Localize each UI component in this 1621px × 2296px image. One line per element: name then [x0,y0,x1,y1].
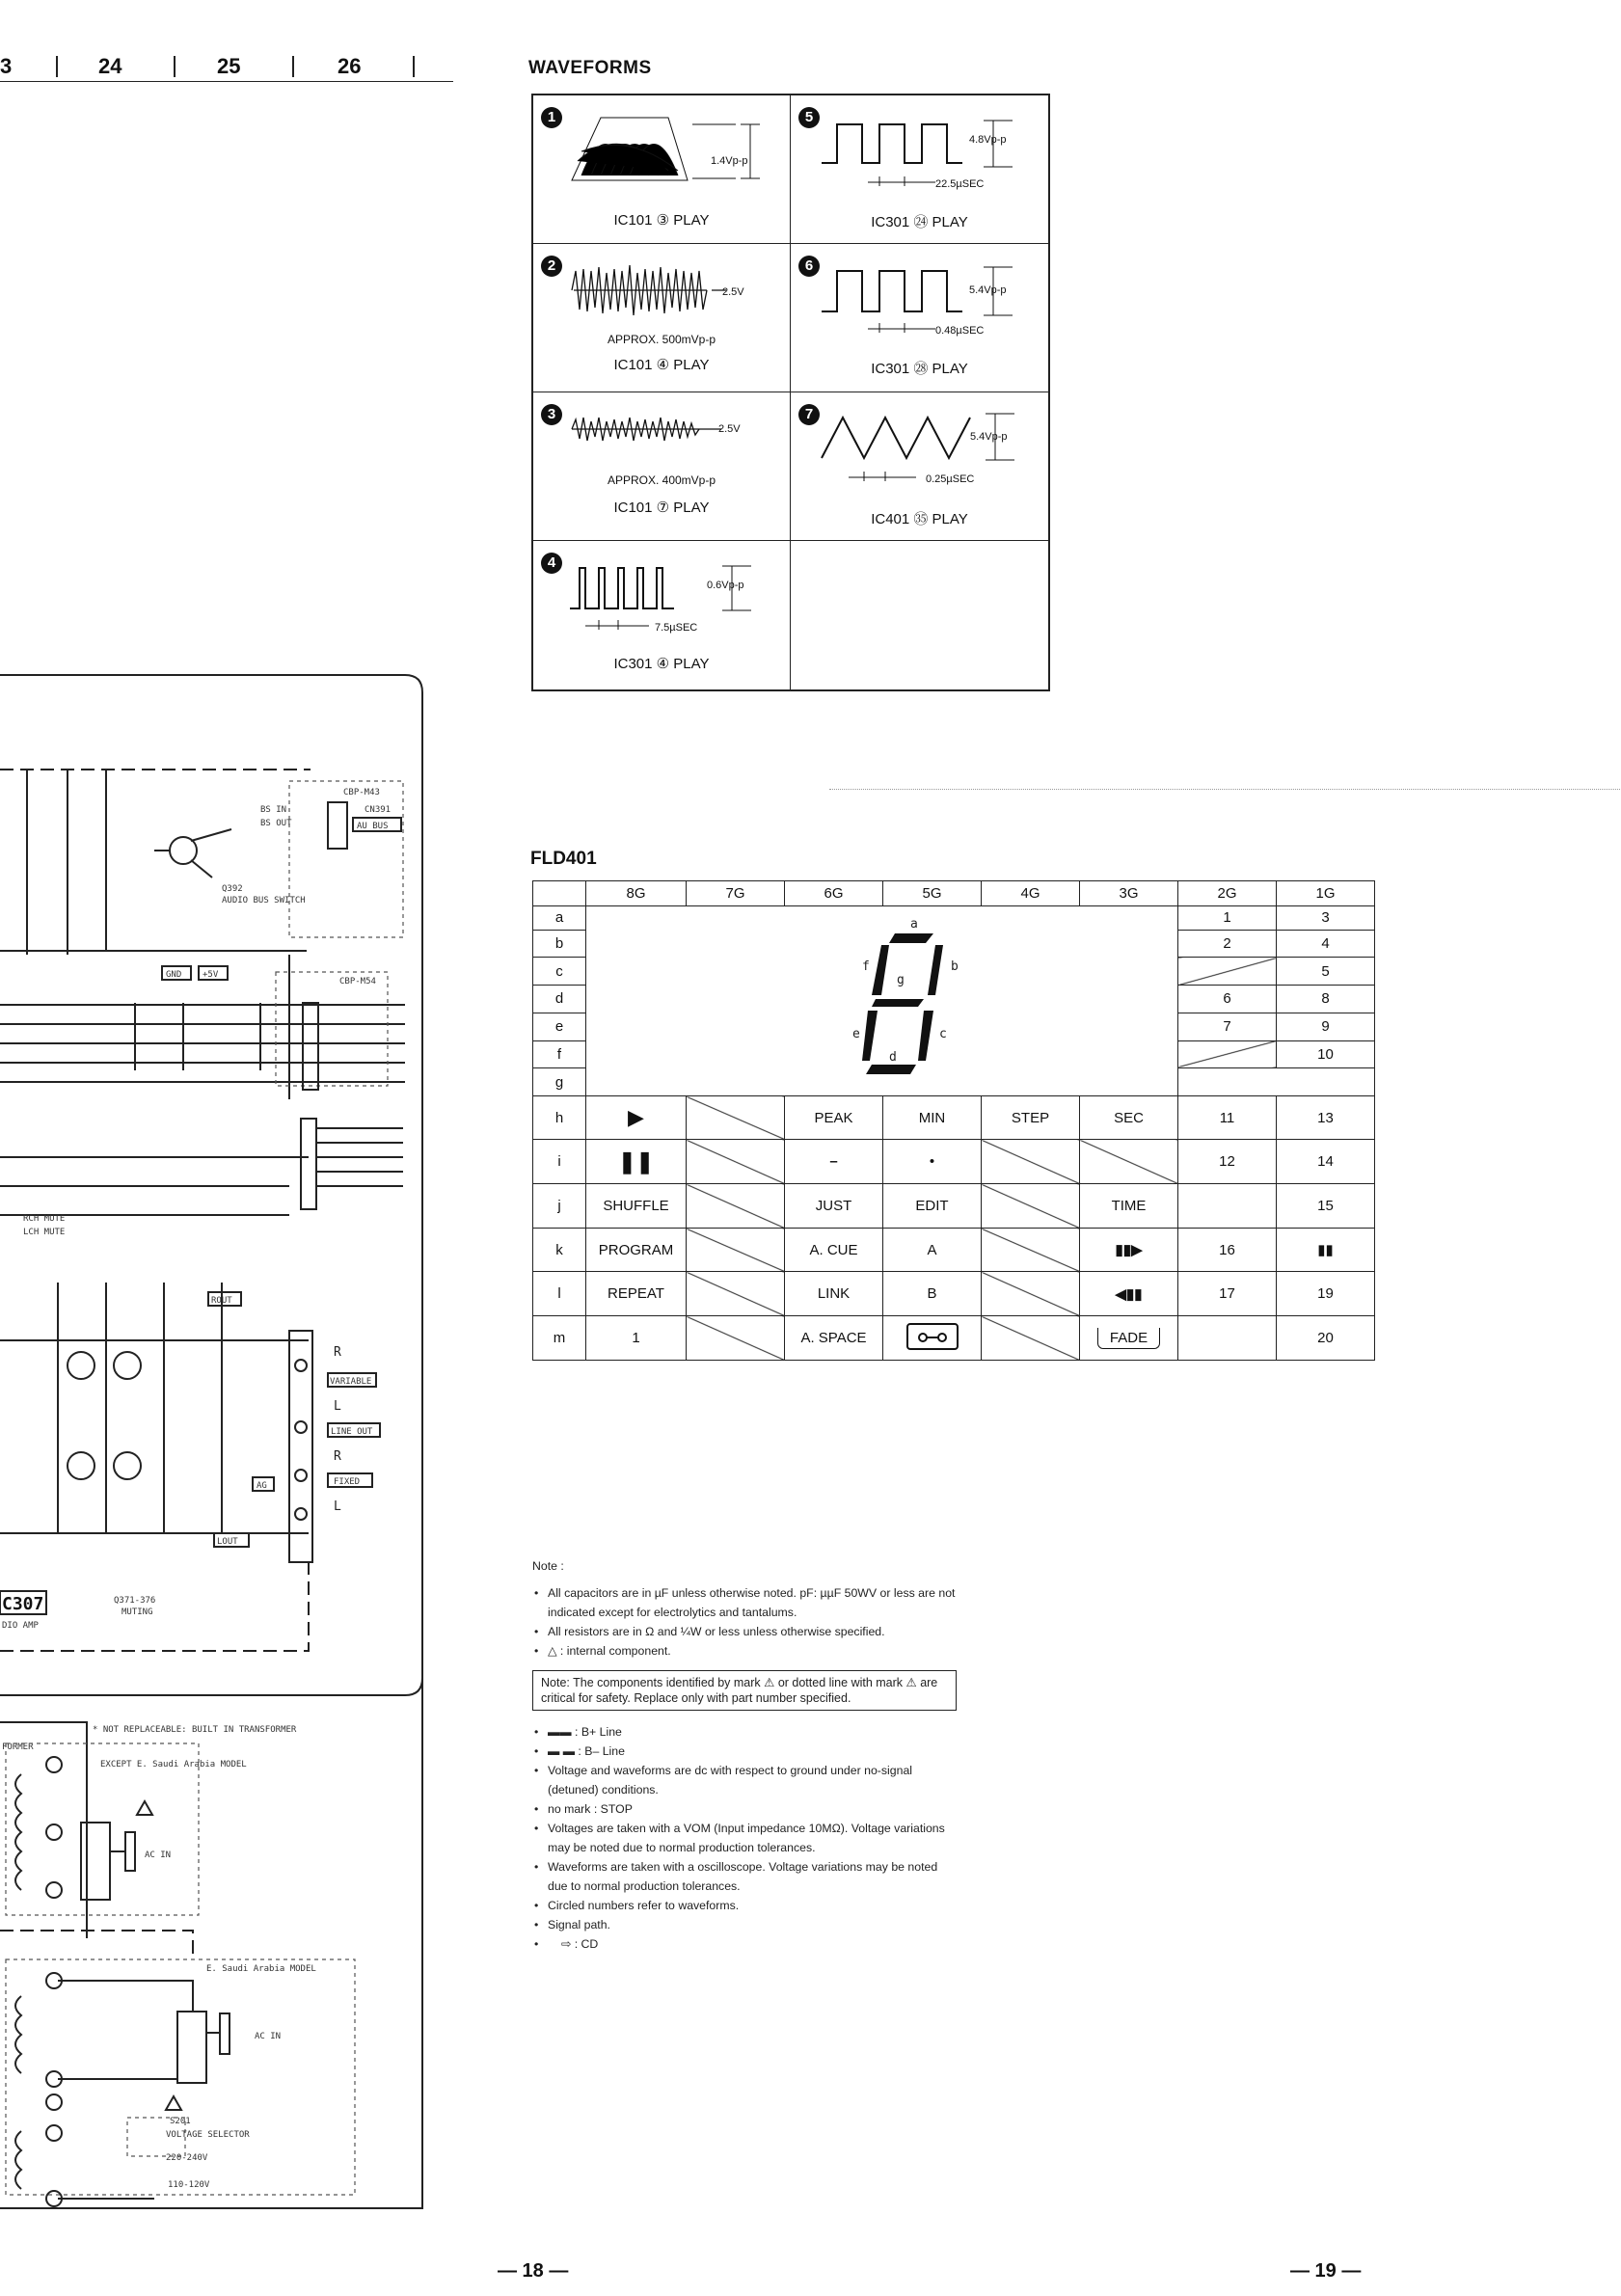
note-item: • △ : internal component. [532,1641,957,1661]
v220-label: 220-240V [166,2153,208,2163]
ac-in-label: AC IN [145,1850,172,1860]
divider [174,56,176,77]
note-item: • Waveforms are taken with a oscilloscope. Voltage variations may be noted due to normal production tolerances. [532,1857,957,1896]
row-header: d [533,986,586,1013]
column-header: 5G [883,881,982,906]
col-label: 26 [338,54,362,78]
notes-heading: Note : [532,1559,564,1573]
row-header: f [533,1040,586,1068]
waveform-number: 5 [798,107,820,128]
bs-out-label: BS OUT [260,819,292,828]
segment-d-label: d [889,1050,897,1065]
row-header: h [533,1096,586,1140]
note-item: • ⇨ : CD [532,1934,957,1954]
note-item: • Voltages are taken with a VOM (Input impedance 10MΩ). Voltage variations may be noted due to normal production tolerances. [532,1819,957,1857]
safety-note-box: Note: The components identified by mark ⚠ or dotted line with mark ⚠ are critical for safety. Replace only with part number specified. [532,1670,957,1711]
note-item: • no mark : STOP [532,1799,957,1819]
q371-label: Q371-376 [114,1596,156,1606]
waveform-period: 0.48µSEC [935,325,985,337]
r-label: R [334,1449,341,1464]
grid-cell: 1 [1178,906,1277,931]
unused-cell [687,1316,785,1361]
grid-cell: A. SPACE [785,1316,883,1361]
column-header: 7G [687,881,785,906]
waveform-number: 7 [798,404,820,425]
column-header: 2G [1178,881,1277,906]
saudi-model-label: E. Saudi Arabia MODEL [206,1964,316,1974]
not-replaceable-note: * NOT REPLACEABLE: BUILT IN TRANSFORMER [93,1725,297,1735]
grid-cell: SEC [1080,1096,1178,1140]
segment-f-label: f [862,959,870,974]
column-header: 1G [1277,881,1375,906]
waveform-caption: IC301 ㉔ PLAY [871,214,968,230]
play-indicator: ▶ [586,1096,687,1140]
grid-cell: 14 [1277,1140,1375,1184]
column-index-strip [0,52,453,81]
waveform-number: 1 [541,107,562,128]
grid-cell: JUST [785,1184,883,1229]
grid-cell: PEAK [785,1096,883,1140]
row-header: j [533,1184,586,1229]
grid-cell: EDIT [883,1184,982,1229]
waveform-number: 6 [798,256,820,277]
grid-cell: 15 [1277,1184,1375,1229]
unused-cell [1178,958,1277,986]
waveforms-title: WAVEFORMS [528,58,652,78]
grid-cell: 8 [1277,986,1375,1013]
grid-cell: LINK [785,1272,883,1316]
waveform-number: 2 [541,256,562,277]
notes-list [532,1583,957,1661]
variable-label: VARIABLE [330,1377,372,1387]
notes-block [532,1556,957,1954]
waveform-cell [533,541,791,689]
grid-cell: 2 [1178,930,1277,958]
col-label: 3 [0,54,13,78]
unused-cell [687,1096,785,1140]
grid-cell: TIME [1080,1184,1178,1229]
ag-label: AG [257,1481,267,1491]
ic307-desc: DIO AMP [2,1621,39,1631]
grid-cell: 7 [1178,1013,1277,1040]
waveform-amplitude: 4.8Vp-p [969,134,1007,146]
grid-cell: 19 [1277,1272,1375,1316]
waveform-caption: IC101 ④ PLAY [613,357,710,373]
cn391-label: CN391 [365,805,392,815]
waveform-approx: APPROX. 500mVp-p [607,333,716,346]
note-item: • ▬ ▬ : B– Line [532,1742,957,1761]
waveform-cell [533,244,791,392]
empty-cell [791,541,1048,689]
waveform-number: 3 [541,404,562,425]
note-item: • ▬▬ : B+ Line [532,1722,957,1742]
q392-desc: AUDIO BUS SWITCH [222,896,306,905]
v110-label: 110-120V [168,2180,210,2190]
fld-title: FLD401 [530,849,597,869]
row-header: b [533,930,586,958]
waveform-trace [562,400,784,458]
muting-label: MUTING [122,1607,153,1617]
waveform-period: 0.25µSEC [926,473,975,485]
lch-mute-label: LCH MUTE [23,1228,66,1237]
grid-cell: A. CUE [785,1229,883,1272]
plus5v-label: +5V [203,970,219,980]
fade-indicator [1080,1316,1178,1361]
row-header: i [533,1140,586,1184]
rout-label: ROUT [211,1296,232,1306]
corner-cell [533,881,586,906]
row-header: m [533,1316,586,1361]
unused-cell [687,1140,785,1184]
grid-cell: STEP [982,1096,1080,1140]
col-label: 25 [217,54,241,78]
grid-cell: 1 [586,1316,687,1361]
waveform-amplitude: 0.6Vp-p [707,580,744,591]
voltage-selector-label: VOLTAGE SELECTOR [166,2130,250,2140]
column-header: 8G [586,881,687,906]
waveform-number: 4 [541,553,562,574]
note-item: • Voltage and waveforms are dc with respect to ground under no-signal (detuned) conditions. [532,1761,957,1799]
l-label: L [334,1399,341,1414]
fold-dotted-line [829,789,1620,790]
waveform-amplitude: 1.4Vp-p [711,155,748,167]
grid-cell: ▮▮ [1277,1229,1375,1272]
note-item: • Circled numbers refer to waveforms. [532,1896,957,1915]
ic307-label: C307 [2,1594,44,1614]
row-header: l [533,1272,586,1316]
grid-cell: 20 [1277,1316,1375,1361]
waveform-amplitude: 5.4Vp-p [969,284,1007,296]
gnd-label: GND [166,970,182,980]
waveform-caption: IC301 ㉘ PLAY [871,361,968,377]
row-header: k [533,1229,586,1272]
waveform-trace [562,252,784,329]
note-item: • All capacitors are in µF unless otherwise noted. pF: µµF 50WV or less are not indicated except for electrolytics and tantalums. [532,1583,957,1622]
grid-cell: REPEAT [586,1272,687,1316]
fixed-label: FIXED [334,1477,361,1487]
grid-cell: 13 [1277,1096,1375,1140]
grid-cell: A [883,1229,982,1272]
cbp-m43-label: CBP-M43 [343,788,380,797]
unused-cell [1178,1068,1375,1096]
row-header: c [533,958,586,986]
col-label: 24 [98,54,122,78]
segment-g-label: g [897,973,905,987]
lout-label: LOUT [217,1537,238,1547]
column-header: 6G [785,881,883,906]
grid-cell: B [883,1272,982,1316]
line-out-label: LINE OUT [331,1427,373,1437]
au-bus-label: AU BUS [357,822,389,831]
row-header: g [533,1068,586,1096]
waveform-cell [533,95,791,244]
waveform-caption: IC101 ③ PLAY [613,212,710,229]
waveform-cell [533,392,791,541]
header-rule [0,81,453,82]
grid-cell: • [883,1140,982,1184]
grid-cell: 17 [1178,1272,1277,1316]
former-label: FORMER [2,1742,34,1752]
segment-c-label: c [939,1027,947,1041]
grid-cell: – [785,1140,883,1184]
waveform-caption: IC301 ④ PLAY [613,656,710,672]
notes-list-2 [532,1722,957,1954]
schematic-diagram [0,665,444,2218]
grid-cell: 6 [1178,986,1277,1013]
divider [56,56,58,77]
segment-e-label: e [852,1027,860,1041]
unused-cell [687,1184,785,1229]
waveform-dc-level: 2.5V [718,423,741,435]
segment-a-label: a [910,917,918,932]
unused-cell [982,1140,1080,1184]
waveform-period: 7.5µSEC [655,622,698,634]
waveform-cell [791,392,1048,541]
grid-cell: 4 [1277,930,1375,958]
waveform-amplitude: 5.4Vp-p [970,431,1008,443]
page-number-left: — 18 — [498,2260,569,2282]
grid-cell: 9 [1277,1013,1375,1040]
note-item: • Signal path. [532,1915,957,1934]
level-up-icon: ▮▮▶ [1080,1229,1178,1272]
pause-indicator: ❚❚ [586,1140,687,1184]
grid-cell: SHUFFLE [586,1184,687,1229]
waveform-trace [820,252,1041,348]
bs-in-label: BS IN [260,805,287,815]
grid-cell: 11 [1178,1096,1277,1140]
segment-b-label: b [951,959,959,974]
cbp-m54-label: CBP-M54 [339,977,376,986]
waveform-caption: IC401 ㉟ PLAY [871,511,968,527]
unused-cell [1178,1040,1277,1068]
grid-cell: PROGRAM [586,1229,687,1272]
waveform-cell [791,95,1048,244]
grid-cell: 5 [1277,958,1375,986]
grid-cell [1178,1316,1277,1361]
ac-in-label: AC IN [255,2032,282,2041]
s201-label: S201 [170,2117,191,2126]
fade-label: FADE [1097,1328,1160,1349]
row-header: a [533,906,586,931]
waveform-trace [562,103,784,190]
grid-cell: MIN [883,1096,982,1140]
unused-cell [982,1229,1080,1272]
divider [413,56,415,77]
grid-cell: 12 [1178,1140,1277,1184]
fld-grid-table [532,880,1375,1361]
r-label: R [334,1345,341,1360]
except-model-label: EXCEPT E. Saudi Arabia MODEL [100,1760,247,1769]
column-header: 4G [982,881,1080,906]
waveforms-grid [531,94,1050,691]
unused-cell [982,1316,1080,1361]
seven-segment-area [586,906,1178,1096]
page-number-right: — 19 — [1290,2260,1362,2282]
grid-cell: 16 [1178,1229,1277,1272]
cassette-icon [883,1316,982,1361]
seven-segment-digit [586,906,1176,1095]
column-header: 3G [1080,881,1178,906]
unused-cell [687,1272,785,1316]
grid-cell [1178,1184,1277,1229]
l-label: L [334,1499,341,1514]
waveform-period: 22.5µSEC [935,178,985,190]
unused-cell [982,1184,1080,1229]
divider [292,56,294,77]
note-item: • All resistors are in Ω and ¼W or less unless otherwise specified. [532,1622,957,1641]
unused-cell [687,1229,785,1272]
grid-cell: 10 [1277,1040,1375,1068]
grid-cell: 3 [1277,906,1375,931]
unused-cell [982,1272,1080,1316]
waveform-cell [791,244,1048,392]
waveform-approx: APPROX. 400mVp-p [607,473,716,487]
waveform-caption: IC101 ⑦ PLAY [613,500,710,516]
rch-mute-label: RCH MUTE [23,1214,66,1224]
unused-cell [1080,1140,1178,1184]
level-down-icon: ◀▮▮ [1080,1272,1178,1316]
waveform-dc-level: 2.5V [722,286,744,298]
q392-label: Q392 [222,884,243,894]
row-header: e [533,1013,586,1040]
waveform-trace [820,103,1041,200]
